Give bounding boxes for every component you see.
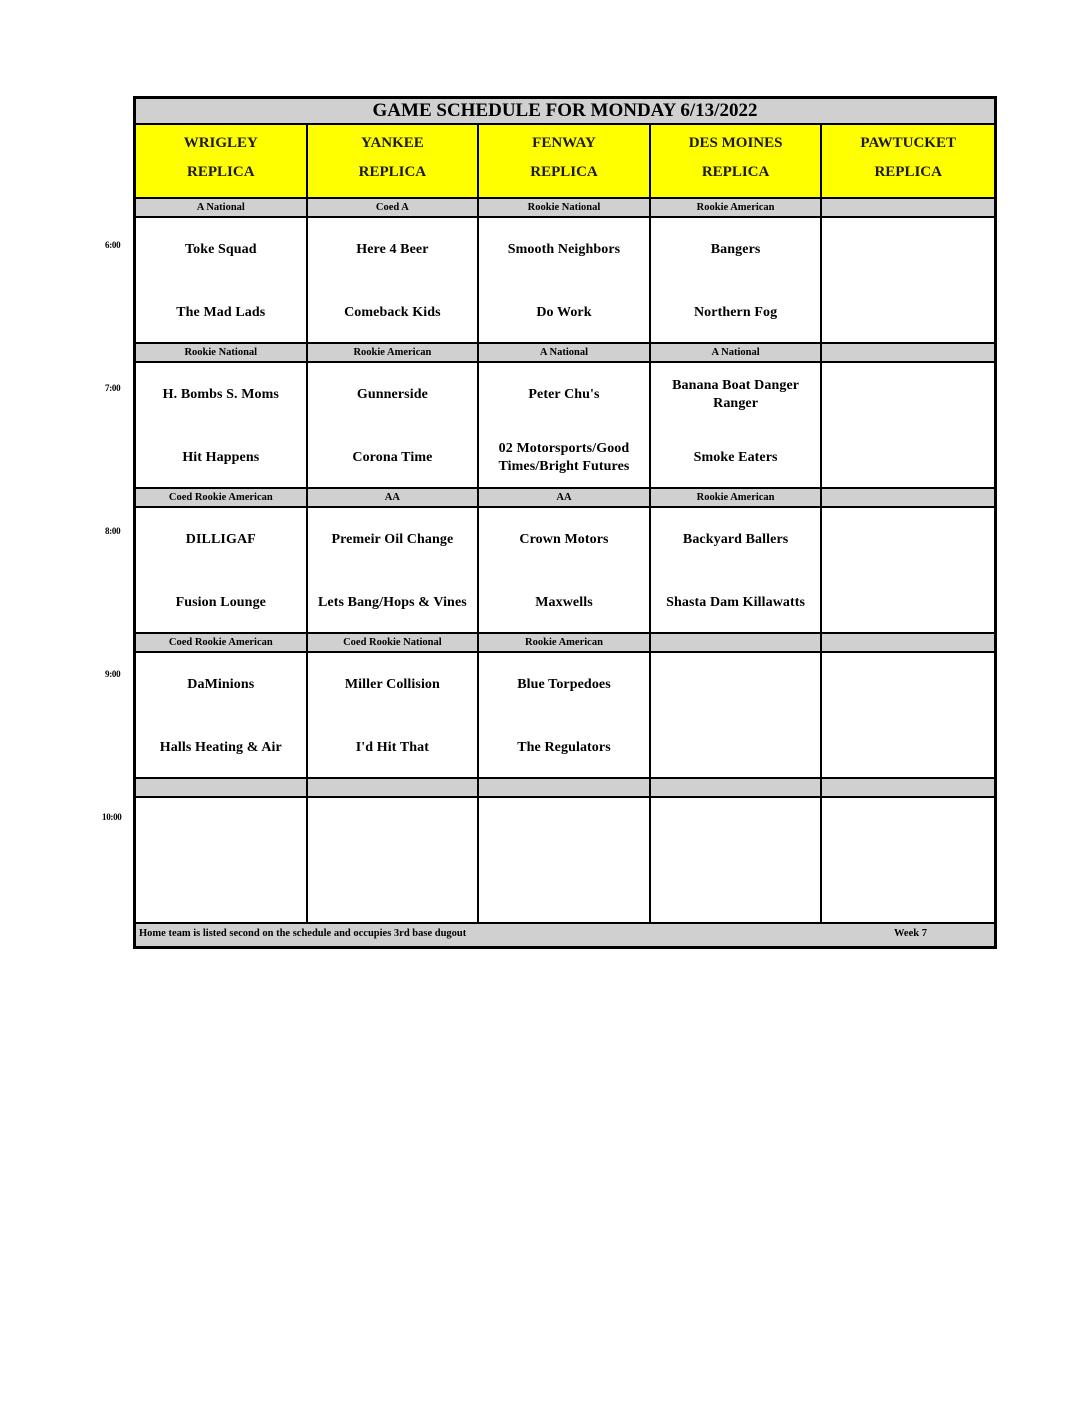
game-cell bbox=[651, 798, 823, 922]
field-header-row bbox=[136, 125, 994, 199]
game-cell bbox=[479, 508, 651, 632]
division-label bbox=[822, 634, 994, 651]
away-team: Blue Torpedoes bbox=[517, 677, 611, 692]
game-cell bbox=[822, 798, 994, 922]
away-team: Peter Chu's bbox=[528, 387, 600, 402]
field-type: REPLICA bbox=[701, 164, 770, 180]
footer-bar bbox=[136, 924, 994, 946]
field-name: YANKEE bbox=[360, 135, 424, 151]
field-header-pawtucket bbox=[822, 125, 994, 197]
division-label bbox=[136, 779, 308, 796]
game-cell bbox=[308, 508, 480, 632]
division-label: A National bbox=[651, 344, 823, 361]
game-cell bbox=[308, 363, 480, 487]
away-team: Bangers bbox=[710, 242, 761, 257]
away-team: H. Bombs S. Moms bbox=[162, 387, 279, 402]
game-cell bbox=[136, 798, 308, 922]
away-team: Smooth Neighbors bbox=[507, 242, 621, 257]
home-team-note: Home team is listed second on the schedule and occupies 3rd base dugout bbox=[139, 928, 467, 939]
week-label: Week 7 bbox=[894, 928, 927, 939]
field-type: REPLICA bbox=[358, 164, 427, 180]
time-label: 10:00 bbox=[102, 812, 122, 822]
away-team: Crown Motors bbox=[519, 532, 609, 547]
schedule-title: GAME SCHEDULE FOR MONDAY 6/13/2022 bbox=[136, 99, 994, 125]
game-row bbox=[136, 363, 994, 489]
division-label bbox=[651, 779, 823, 796]
away-team: Premeir Oil Change bbox=[331, 532, 454, 547]
division-row bbox=[136, 634, 994, 653]
division-label bbox=[822, 779, 994, 796]
home-team: The Regulators bbox=[517, 740, 611, 755]
time-label: 7:00 bbox=[105, 383, 121, 393]
division-label bbox=[822, 344, 994, 361]
home-team: Fusion Lounge bbox=[175, 595, 266, 610]
division-label: Coed Rookie American bbox=[136, 489, 308, 506]
home-team: Comeback Kids bbox=[344, 305, 441, 320]
division-row bbox=[136, 779, 994, 798]
away-team: Toke Squad bbox=[184, 242, 257, 257]
home-team: Hit Happens bbox=[182, 450, 260, 465]
home-team: Lets Bang/Hops & Vines bbox=[317, 595, 467, 610]
division-label bbox=[822, 199, 994, 216]
game-row bbox=[136, 653, 994, 779]
division-label: Rookie American bbox=[479, 634, 651, 651]
division-row bbox=[136, 344, 994, 363]
field-header-wrigley bbox=[136, 125, 308, 197]
division-row bbox=[136, 489, 994, 508]
away-team: DILLIGAF bbox=[185, 532, 256, 547]
game-cell bbox=[651, 218, 823, 342]
away-team: Banana Boat Danger Ranger bbox=[672, 378, 800, 411]
division-label bbox=[651, 634, 823, 651]
field-name: PAWTUCKET bbox=[860, 135, 956, 151]
division-label: A National bbox=[136, 199, 308, 216]
field-header-des-moines bbox=[651, 125, 823, 197]
game-cell bbox=[651, 508, 823, 632]
away-team: Here 4 Beer bbox=[356, 242, 429, 257]
game-cell bbox=[308, 218, 480, 342]
game-cell bbox=[479, 363, 651, 487]
division-label: Rookie American bbox=[651, 489, 823, 506]
away-team: DaMinions bbox=[187, 677, 255, 692]
home-team: Do Work bbox=[536, 305, 592, 320]
field-type: REPLICA bbox=[187, 164, 255, 180]
division-label: AA bbox=[479, 489, 651, 506]
field-type: REPLICA bbox=[874, 164, 942, 180]
time-label: 9:00 bbox=[105, 669, 121, 679]
game-cell bbox=[308, 798, 480, 922]
away-team: Miller Collision bbox=[344, 677, 440, 692]
division-label: Rookie National bbox=[479, 199, 651, 216]
division-label bbox=[308, 779, 480, 796]
game-row bbox=[136, 798, 994, 924]
home-team: The Mad Lads bbox=[176, 305, 266, 320]
game-cell bbox=[651, 653, 823, 777]
home-team: Halls Heating & Air bbox=[159, 740, 282, 755]
field-header-yankee bbox=[308, 125, 480, 197]
game-cell bbox=[136, 653, 308, 777]
game-cell bbox=[479, 798, 651, 922]
division-label bbox=[822, 489, 994, 506]
game-cell bbox=[479, 218, 651, 342]
field-name: FENWAY bbox=[532, 135, 596, 151]
home-team: Smoke Eaters bbox=[693, 450, 778, 465]
home-team: Maxwells bbox=[535, 595, 593, 610]
division-label: Rookie American bbox=[651, 199, 823, 216]
home-team: Northern Fog bbox=[693, 305, 778, 320]
away-team: Gunnerside bbox=[356, 387, 428, 402]
division-row bbox=[136, 199, 994, 218]
field-type: REPLICA bbox=[530, 164, 598, 180]
field-name: WRIGLEY bbox=[183, 135, 258, 151]
division-label: Coed Rookie National bbox=[308, 634, 480, 651]
game-cell bbox=[479, 653, 651, 777]
division-label: AA bbox=[308, 489, 480, 506]
game-cell bbox=[822, 363, 994, 487]
home-team: Shasta Dam Killawatts bbox=[666, 595, 806, 610]
schedule-sheet bbox=[133, 96, 997, 949]
game-cell bbox=[651, 363, 823, 487]
division-label bbox=[479, 779, 651, 796]
division-label: Rookie National bbox=[136, 344, 308, 361]
game-cell bbox=[136, 363, 308, 487]
home-team: 02 Motorsports/Good Times/Bright Futures bbox=[498, 441, 630, 474]
game-cell bbox=[136, 508, 308, 632]
game-cell bbox=[822, 218, 994, 342]
home-team: Corona Time bbox=[352, 450, 433, 465]
game-row bbox=[136, 218, 994, 344]
time-label: 6:00 bbox=[105, 240, 121, 250]
game-cell bbox=[136, 218, 308, 342]
away-team: Backyard Ballers bbox=[682, 532, 789, 547]
time-label: 8:00 bbox=[105, 526, 121, 536]
field-name: DES MOINES bbox=[688, 135, 783, 151]
division-label: Rookie American bbox=[308, 344, 480, 361]
division-label: A National bbox=[479, 344, 651, 361]
game-row bbox=[136, 508, 994, 634]
division-label: Coed Rookie American bbox=[136, 634, 308, 651]
game-cell bbox=[822, 653, 994, 777]
game-cell bbox=[308, 653, 480, 777]
game-cell bbox=[822, 508, 994, 632]
home-team: I'd Hit That bbox=[355, 740, 430, 755]
division-label: Coed A bbox=[308, 199, 480, 216]
field-header-fenway bbox=[479, 125, 651, 197]
time-slots bbox=[136, 199, 994, 924]
